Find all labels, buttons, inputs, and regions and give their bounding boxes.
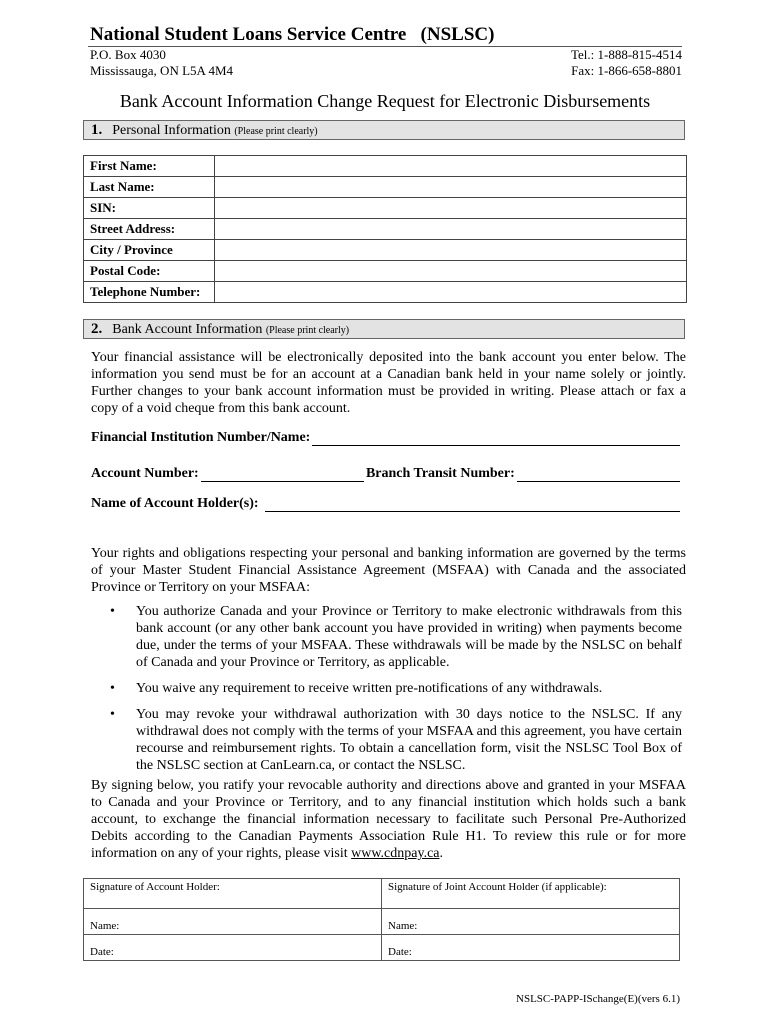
section2-header xyxy=(83,319,685,339)
section1-note: (Please print clearly) xyxy=(234,126,318,137)
branch-transit-field[interactable] xyxy=(517,467,680,482)
bullet-icon: • xyxy=(110,604,115,619)
holder-date-field[interactable]: Date: xyxy=(84,935,382,961)
street-address-field[interactable] xyxy=(215,219,687,240)
document-title: Bank Account Information Change Request for Electronic Disbursements xyxy=(119,91,651,111)
section2-title: Bank Account Information xyxy=(112,322,263,337)
list-item xyxy=(110,603,682,671)
account-holder-field[interactable] xyxy=(265,497,680,512)
telephone-label: Telephone Number: xyxy=(84,282,215,303)
joint-name-field[interactable]: Name: xyxy=(382,909,680,935)
table-row xyxy=(84,282,687,303)
table-row xyxy=(84,879,680,909)
signing-text: By signing below, you ratify your revocable authority and directions above and granted in your MSFAA to Canada and your Province or Territory, and to any financial institution which holds such a bank account, to exchange the financial information necessary to facilitate such Personal Pre-Authorized Debits according to the Canadian Payments Association Rule H1. To review this rule or for more information on any of your rights, please visit xyxy=(91,778,686,861)
table-row xyxy=(84,156,687,177)
city-province-label: City / Province xyxy=(84,240,215,261)
postal-code-field[interactable] xyxy=(215,261,687,282)
table-row xyxy=(84,261,687,282)
list-item xyxy=(110,680,682,697)
branch-transit-label: Branch Transit Number: xyxy=(365,466,515,481)
rights-intro: Your rights and obligations respecting your personal and banking information are governed by the terms of your Master Student Financial Assistance Agreement (MSFAA) with Canada and the associated Province or Territory on your MSFAA: xyxy=(91,546,686,595)
signing-paragraph xyxy=(91,777,686,862)
bullet-text: You authorize Canada and your Province or Territory to make electronic withdrawals from this bank account (or any other bank account you have provided in writing) when payments become due, under the terms of your MSFAA. These withdrawals will be made by the NSLSC on behalf of Canada and your Province or Territory, as applicable. xyxy=(136,604,682,670)
account-holder-row xyxy=(91,496,680,512)
bank-info-intro: Your financial assistance will be electronically deposited into the bank account you enter below. The information you send must be for an account at a Canadian bank held in your name solely or jointly. Further changes to your bank account information must be provided in writing. Please attach or fax a copy of a void cheque from this bank account. xyxy=(91,350,686,416)
sin-label: SIN: xyxy=(84,198,215,219)
bullet-icon: • xyxy=(110,707,115,722)
signature-table xyxy=(83,878,680,961)
form-id: NSLSC-PAPP-ISchange(E)(vers 6.1) xyxy=(516,993,680,1005)
section2-note: (Please print clearly) xyxy=(265,325,350,336)
sin-field[interactable] xyxy=(215,198,687,219)
first-name-field[interactable] xyxy=(215,156,687,177)
joint-date-field[interactable]: Date: xyxy=(382,935,680,961)
street-address-label: Street Address: xyxy=(84,219,215,240)
last-name-field[interactable] xyxy=(215,177,687,198)
institution-field[interactable] xyxy=(312,431,680,446)
section1-header xyxy=(83,120,685,140)
institution-label: Financial Institution Number/Name: xyxy=(91,430,311,445)
section2-number: 2. xyxy=(91,321,103,337)
cdnpay-link[interactable]: www.cdnpay.ca xyxy=(351,846,440,861)
org-contact xyxy=(571,47,682,79)
first-name-label: First Name: xyxy=(84,156,215,177)
bullet-text: You may revoke your withdrawal authorization with 30 days notice to the NSLSC. If any withdrawal does not comply with the terms of your MSFAA and this agreement, you have certain recourse and reimbursement rights. To obtain a cancellation form, visit the NSLSC Tool Box of the NSLSC section at CanLearn.ca, or contact the NSLSC. xyxy=(136,707,682,773)
last-name-label: Last Name: xyxy=(84,177,215,198)
table-row xyxy=(84,198,687,219)
signing-end: . xyxy=(439,846,443,861)
fax: Fax: 1-866-658-8801 xyxy=(571,63,682,78)
account-number-label: Account Number: xyxy=(91,466,199,481)
postal-code-label: Postal Code: xyxy=(84,261,215,282)
org-name: National Student Loans Service Centre (NSLSC) xyxy=(90,24,495,45)
personal-info-table xyxy=(83,155,687,303)
joint-signature-field[interactable]: Signature of Joint Account Holder (if applicable): xyxy=(382,879,680,909)
address-line-2: Mississauga, ON L5A 4M4 xyxy=(90,63,234,78)
address-line-1: P.O. Box 4030 xyxy=(90,47,166,62)
section1-number: 1. xyxy=(91,122,103,138)
table-row xyxy=(84,219,687,240)
bullet-icon: • xyxy=(110,681,115,696)
bullet-text: You waive any requirement to receive written pre-notifications of any withdrawals. xyxy=(136,681,603,696)
list-item xyxy=(110,706,682,774)
section1-title: Personal Information xyxy=(112,123,231,138)
account-number-field[interactable] xyxy=(201,467,364,482)
table-row xyxy=(84,935,680,961)
telephone: Tel.: 1-888-815-4514 xyxy=(570,47,682,62)
account-transit-row xyxy=(91,466,680,482)
holder-signature-field[interactable]: Signature of Account Holder: xyxy=(84,879,382,909)
table-row xyxy=(84,909,680,935)
city-province-field[interactable] xyxy=(215,240,687,261)
account-holder-label: Name of Account Holder(s): xyxy=(91,496,259,511)
institution-row xyxy=(91,430,680,446)
org-address xyxy=(90,47,233,79)
telephone-field[interactable] xyxy=(215,282,687,303)
holder-name-field[interactable]: Name: xyxy=(84,909,382,935)
table-row xyxy=(84,240,687,261)
table-row xyxy=(84,177,687,198)
rights-list xyxy=(110,603,682,783)
